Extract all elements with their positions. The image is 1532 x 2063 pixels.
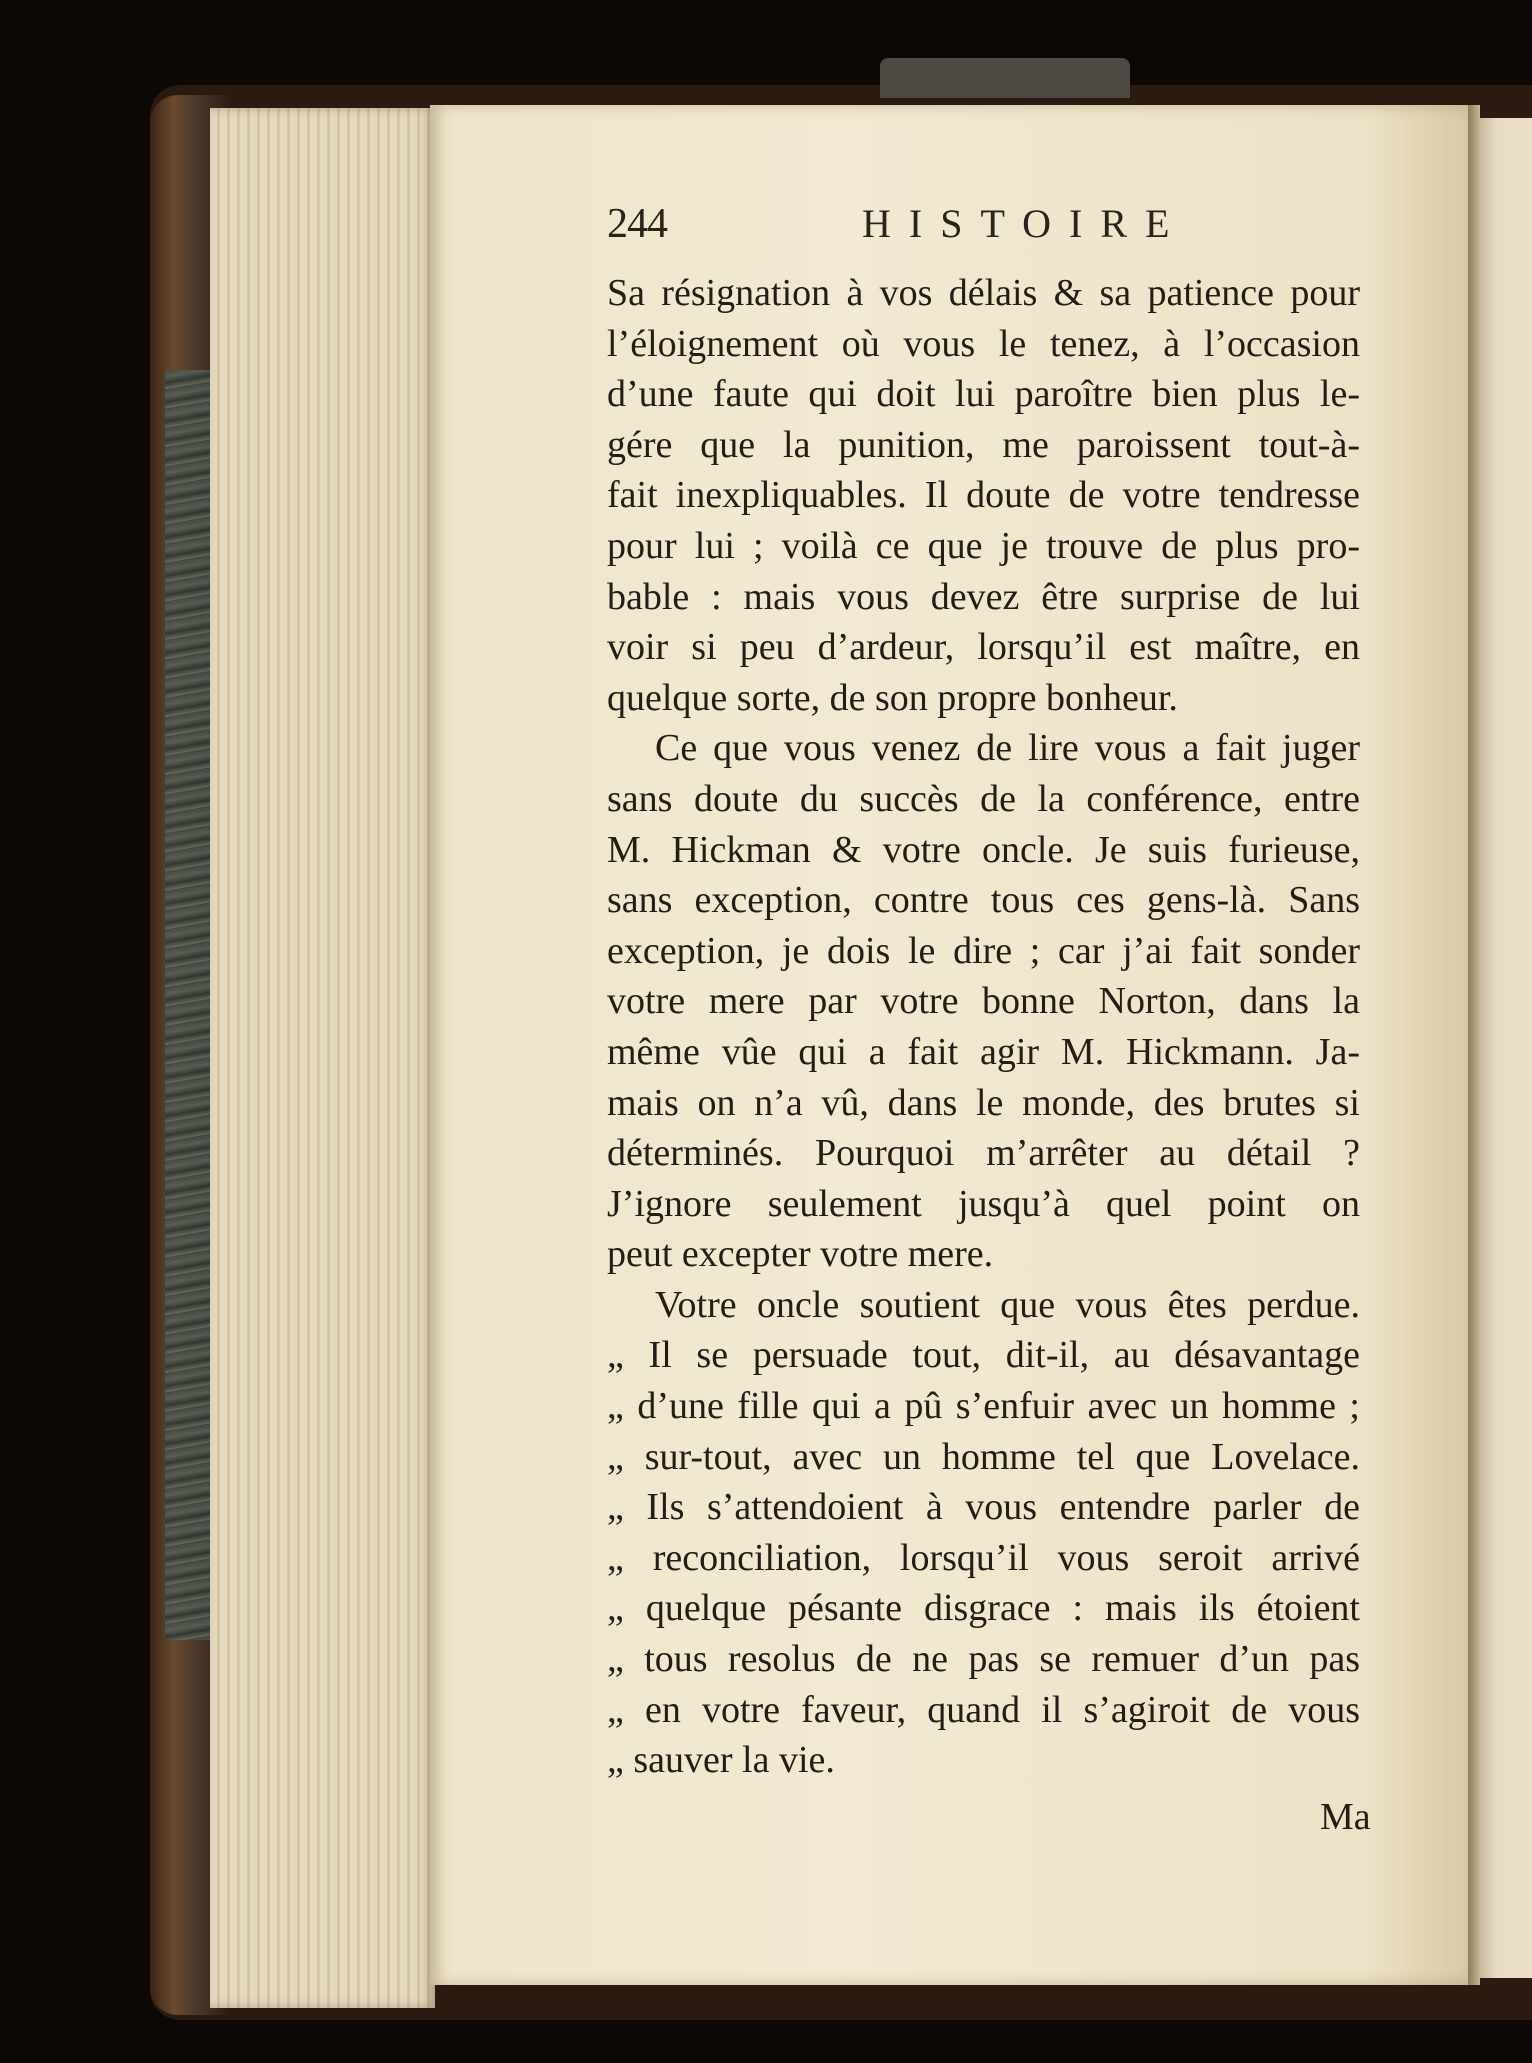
text-line: fait inexpliquables. Il doute de votre tendresse [607,474,1360,517]
text-line: Votre oncle soutient que vous êtes perdue. [655,1283,1360,1326]
text-line: „ sauver la vie. [607,1739,835,1782]
page-body-text [607,268,1360,1786]
text-line: „ Ils s’attendoient à vous entendre parler de [607,1486,1360,1529]
facing-page-edge [1472,118,1532,1978]
text-line: sans exception, contre tous ces gens-là. Sans [607,879,1360,922]
page-stack-edges [210,108,435,2008]
spine-headband [880,58,1130,98]
text-line: Sa résignation à vos délais & sa patience pour [607,272,1360,314]
running-title: HISTOIRE [862,201,1188,246]
marbled-cover-strip [165,370,215,1640]
text-line: „ sur-tout, avec un homme tel que Lovelace. [607,1435,1360,1478]
page-number: 244 [607,201,667,247]
text-line: M. Hickman & votre oncle. Je suis furieuse, [607,828,1360,871]
text-line: quelque sorte, de son propre bonheur. [607,676,1178,719]
text-line: votre mere par votre bonne Norton, dans la [607,980,1360,1023]
gutter-shadow [1468,105,1480,1985]
text-line: J’ignore seulement jusqu’à quel point on [607,1182,1360,1225]
text-line: „ d’une fille qui a pû s’enfuir avec un homme ; [607,1385,1360,1428]
text-line: Ce que vous venez de lire vous a fait juger [655,727,1360,770]
text-line: „ Il se persuade tout, dit-il, au désavantage [607,1334,1360,1377]
text-line: exception, je dois le dire ; car j’ai fait sonder [607,929,1360,972]
text-line: mais on n’a vû, dans le monde, des brutes si [607,1081,1360,1124]
text-line: sans doute du succès de la conférence, entre [607,777,1360,820]
text-line: même vûe qui a fait agir M. Hickmann. Ja- [607,1030,1360,1073]
text-line: gére que la punition, me paroissent tout-à- [607,423,1360,466]
text-line: d’une faute qui doit lui paroître bien plus le- [607,373,1360,416]
text-line: bable : mais vous devez être surprise de lui [607,575,1360,618]
text-line: „ quelque pésante disgrace : mais ils étoient [607,1587,1360,1630]
text-line: „ reconciliation, lorsqu’il vous seroit arrivé [607,1536,1360,1579]
text-line: „ tous resolus de ne pas se remuer d’un pas [607,1638,1360,1681]
text-line: peut excepter votre mere. [607,1233,994,1276]
text-line: déterminés. Pourquoi m’arrêter au détail ? [607,1132,1360,1175]
text-line: „ en votre faveur, quand il s’agiroit de vous [607,1688,1360,1731]
text-line: pour lui ; voilà ce que je trouve de plus pro- [607,524,1360,567]
running-head [607,200,1367,250]
catchword: Ma [1320,1796,1371,1838]
text-line: l’éloignement où vous le tenez, à l’occasion [607,322,1360,365]
text-line: voir si peu d’ardeur, lorsqu’il est maître, en [607,626,1360,669]
